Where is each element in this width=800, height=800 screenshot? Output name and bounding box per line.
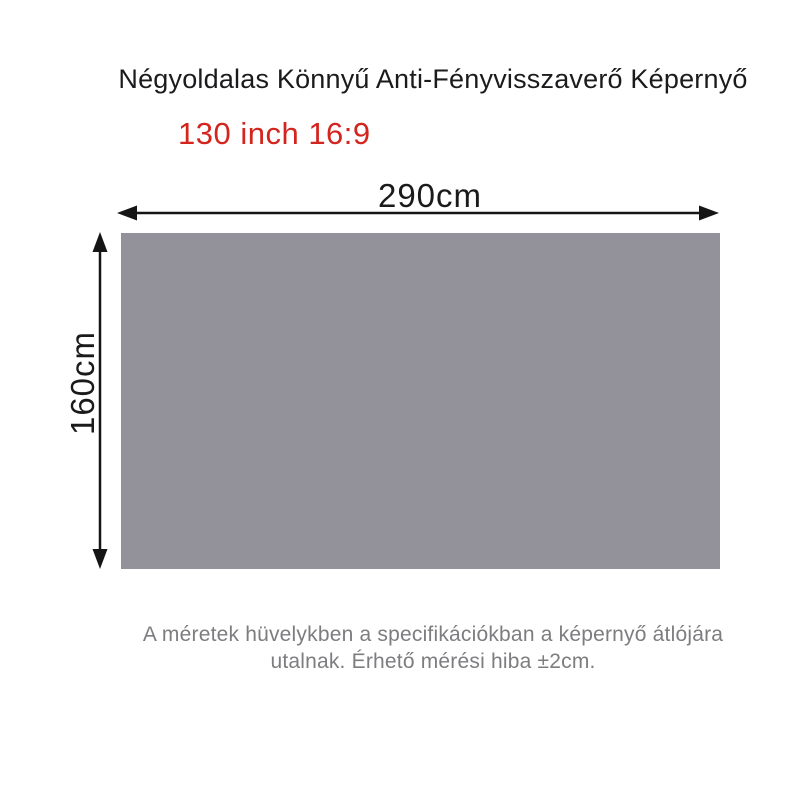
height-dimension-label: 160cm — [64, 330, 101, 436]
product-title: Négyoldalas Könnyű Anti-Fényvisszaverő Képernyő — [118, 64, 748, 94]
width-arrow-right-head-icon — [699, 206, 719, 221]
measurement-note-line-1: A méretek hüvelykben a specifikációkban a képernyő átlójára — [142, 623, 724, 646]
measurement-note-line-2: utalnak. Érhető mérési hiba ±2cm. — [270, 650, 596, 673]
height-arrow-bottom-head-icon — [93, 549, 108, 569]
width-dimension-label: 290cm — [377, 177, 483, 214]
width-arrow-left-head-icon — [117, 206, 137, 221]
screen-rectangle — [121, 233, 720, 569]
size-ratio-subtitle: 130 inch 16:9 — [178, 116, 371, 151]
measurement-note — [66, 621, 800, 675]
height-arrow-top-head-icon — [93, 232, 108, 252]
